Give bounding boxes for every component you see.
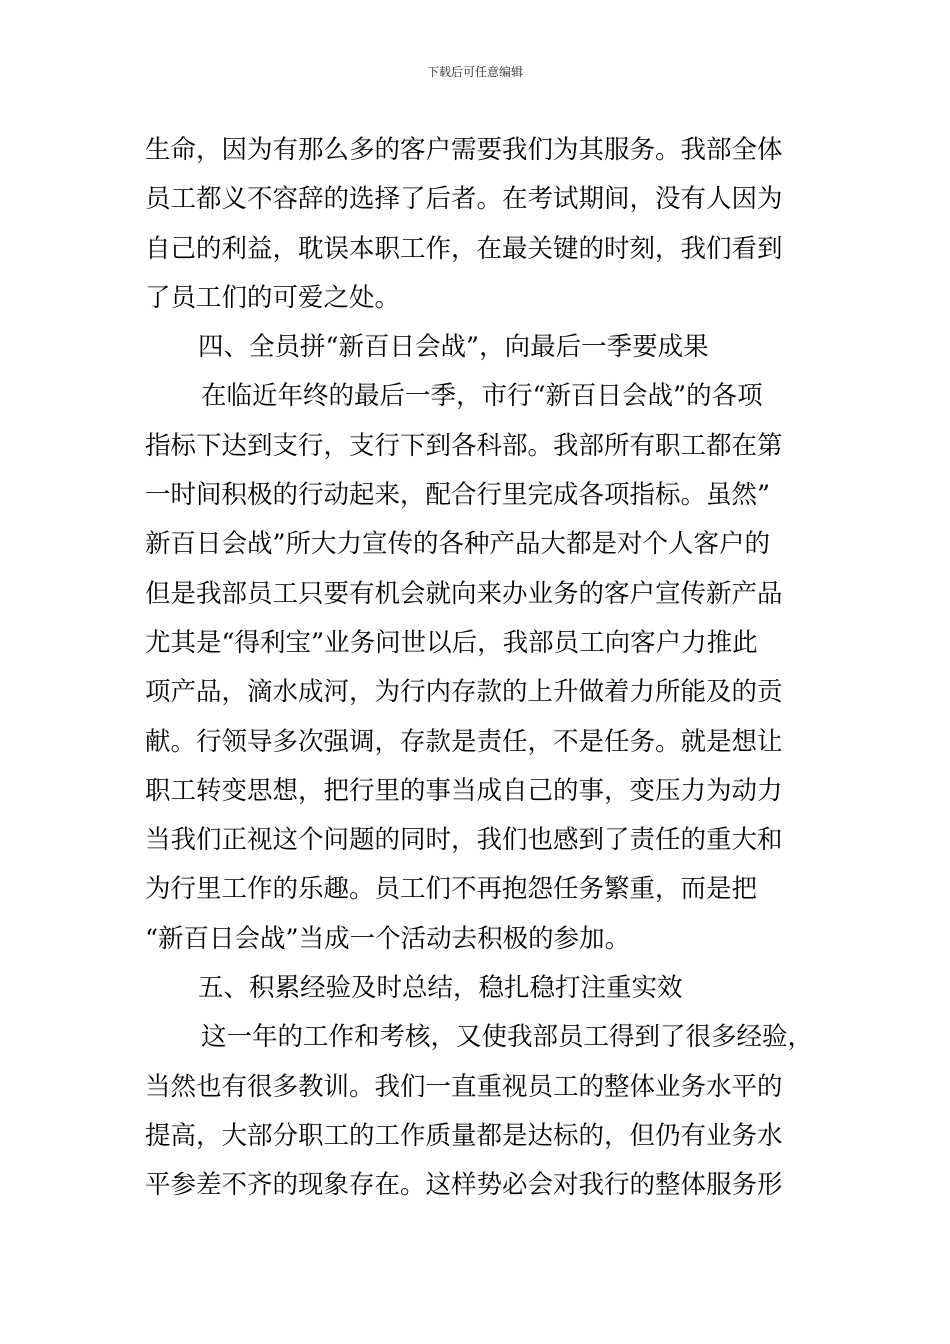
page-header: 下载后可任意编辑	[426, 65, 523, 79]
text-line: 提高，大部分职工的工作质量都是达标的，但仍有业务水	[145, 1120, 783, 1151]
section-heading-4: 四、全员拼“新百日会战”，向最后一季要成果	[198, 332, 709, 363]
text-line: 当然也有很多教训。我们一直重视员工的整体业务水平的	[145, 1071, 783, 1102]
text-line: 指标下达到支行，支行下到各科部。我部所有职工都在第	[145, 430, 783, 461]
text-line: 职工转变思想，把行里的事当成自己的事，变压力为动力	[145, 775, 783, 806]
text-line: 了员工们的可爱之处。	[145, 282, 401, 313]
paragraph-start: 在临近年终的最后一季，市行“新百日会战”的各项	[201, 381, 763, 412]
document-body	[145, 126, 835, 1211]
paragraph-start: 这一年的工作和考核，又使我部员工得到了很多经验，	[201, 1022, 814, 1053]
text-line: 项产品，滴水成河，为行内存款的上升做着力所能及的贡	[145, 677, 783, 708]
text-line: 平参差不齐的现象存在。这样势必会对我行的整体服务形	[145, 1170, 783, 1201]
section-heading-5: 五、积累经验及时总结，稳扎稳打注重实效	[198, 973, 683, 1004]
text-line: 当我们正视这个问题的同时，我们也感到了责任的重大和	[145, 825, 783, 856]
text-line: 自己的利益，耽误本职工作，在最关键的时刻，我们看到	[145, 233, 783, 264]
text-line: 新百日会战”所大力宣传的各种产品大都是对个人客户的	[145, 529, 771, 560]
text-line: 生命，因为有那么多的客户需要我们为其服务。我部全体	[145, 135, 783, 165]
text-line: 为行里工作的乐趣。员工们不再抱怨任务繁重，而是把	[145, 874, 758, 905]
text-line: 但是我部员工只要有机会就向来办业务的客户宣传新产品	[145, 578, 783, 609]
text-line: “新百日会战”当成一个活动去积极的参加。	[145, 923, 631, 954]
text-line: 献。行领导多次强调，存款是责任，不是任务。就是想让	[145, 726, 783, 757]
text-line: 一时间积极的行动起来，配合行里完成各项指标。虽然”	[145, 480, 771, 511]
text-line: 员工都义不容辞的选择了后者。在考试期间，没有人因为	[145, 184, 783, 215]
text-line: 尤其是“得利宝”业务问世以后，我部员工向客户力推此	[145, 627, 758, 658]
